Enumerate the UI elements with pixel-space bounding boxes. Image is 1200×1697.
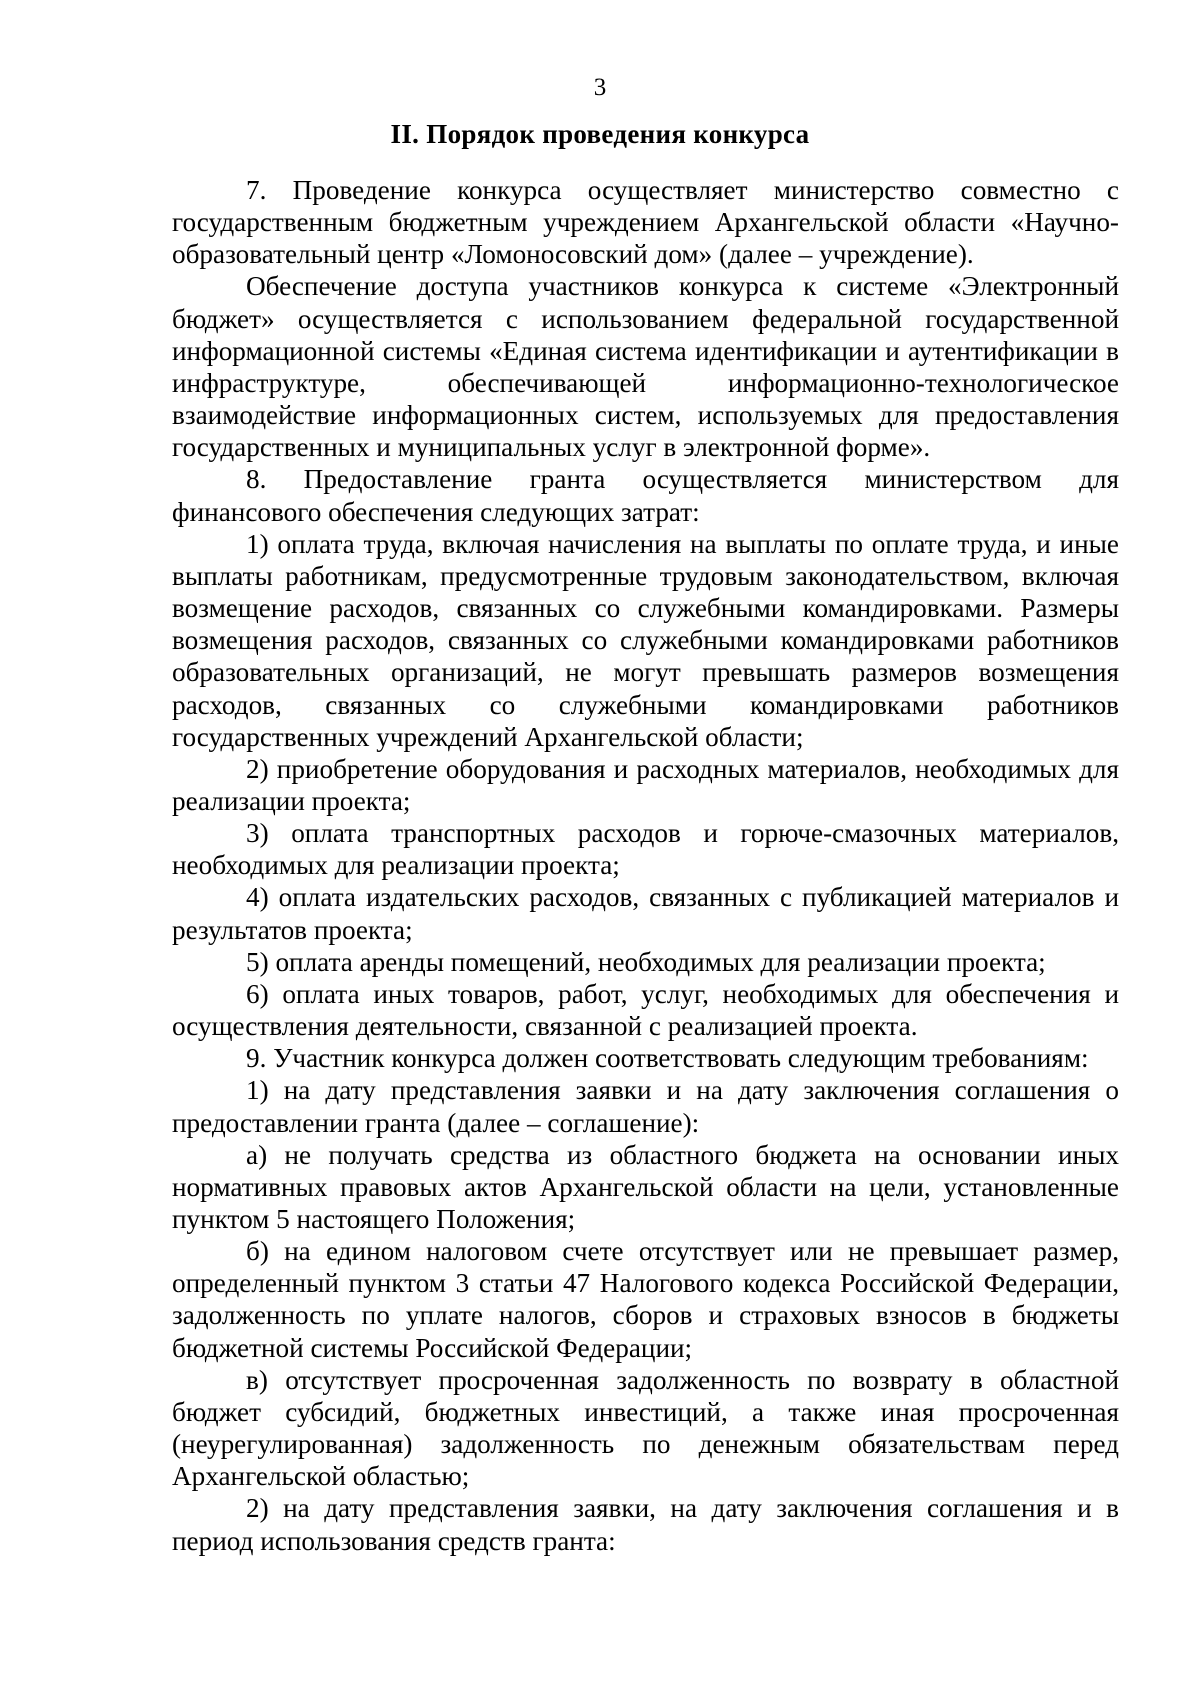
paragraph-9: 9. Участник конкурса должен соответствовать следующим требованиям: (246, 1043, 1089, 1074)
list-item-9-1-v: в) отсутствует просроченная задолженность по возврату в областной бюджет субсидий, бюджетных инвестиций, а также иная просроченная (неурегулированная) задолженность по денежным обязательствам перед Архангельской областью; (172, 1364, 1119, 1492)
section-title: II. Порядок проведения конкурса (390, 119, 810, 149)
list-item-9-1-b: б) на едином налоговом счете отсутствует или не превышает размер, определенный пунктом 3 статьи 47 Налогового кодекса Российской Федерации, задолженность по уплате налогов, сборов и страховых взносов в бюджеты бюджетной системы Российской Федерации; (172, 1236, 1119, 1363)
list-item-9-1-a: а) не получать средства из областного бюджета на основании иных нормативных правовых актов Архангельской области на цели, установленные пунктом 5 настоящего Положения; (172, 1139, 1119, 1234)
list-item-9-2: 2) на дату представления заявки, на дату заключения соглашения и в период использования средств гранта: (172, 1493, 1119, 1556)
page-number: 3 (593, 74, 607, 101)
list-item-8-1: 1) оплата труда, включая начисления на выплаты по оплате труда, и иные выплаты работникам, предусмотренные трудовым законодательством, включая возмещение расходов, связанных со служебными командировками. Размеры возмещения расходов, связанных со служебными командировками работников образовательных организаций, не могут превышать размеров возмещения расходов, связанных со служебными командировками работников государственных учреждений Архангельской области; (172, 528, 1119, 752)
list-item-8-2: 2) приобретение оборудования и расходных материалов, необходимых для реализации проекта; (172, 753, 1119, 816)
list-item-8-6: 6) оплата иных товаров, работ, услуг, необходимых для обеспечения и осуществления деятельности, связанной с реализацией проекта. (172, 978, 1119, 1042)
list-item-8-5: 5) оплата аренды помещений, необходимых для реализации проекта; (246, 946, 1046, 977)
list-item-8-4: 4) оплата издательских расходов, связанных с публикацией материалов и результатов проекта; (172, 882, 1119, 945)
paragraph-8: 8. Предоставление гранта осуществляется министерством для финансового обеспечения следующих затрат: (172, 464, 1119, 527)
list-item-9-1: 1) на дату представления заявки и на дату заключения соглашения о предоставлении гранта (далее – соглашение): (172, 1075, 1119, 1138)
document-body (172, 174, 1119, 1557)
paragraph-7: 7. Проведение конкурса осуществляет министерство совместно с государственным бюджетным учреждением Архангельской области «Научно-образовательный центр «Ломоносовский дом» (далее – учреждение). (172, 175, 1119, 270)
paragraph-electronic-budget-access: Обеспечение доступа участников конкурса к системе «Электронный бюджет» осуществляется с использованием федеральной государственной информационной системы «Единая система идентификации и аутентификации в инфраструктуре, обеспечивающей информационно-технологическое взаимодействие информационных систем, используемых для предоставления государственных и муниципальных услуг в электронной форме». (172, 271, 1119, 463)
list-item-8-3: 3) оплата транспортных расходов и горюче-смазочных материалов, необходимых для реализации проекта; (172, 818, 1119, 881)
